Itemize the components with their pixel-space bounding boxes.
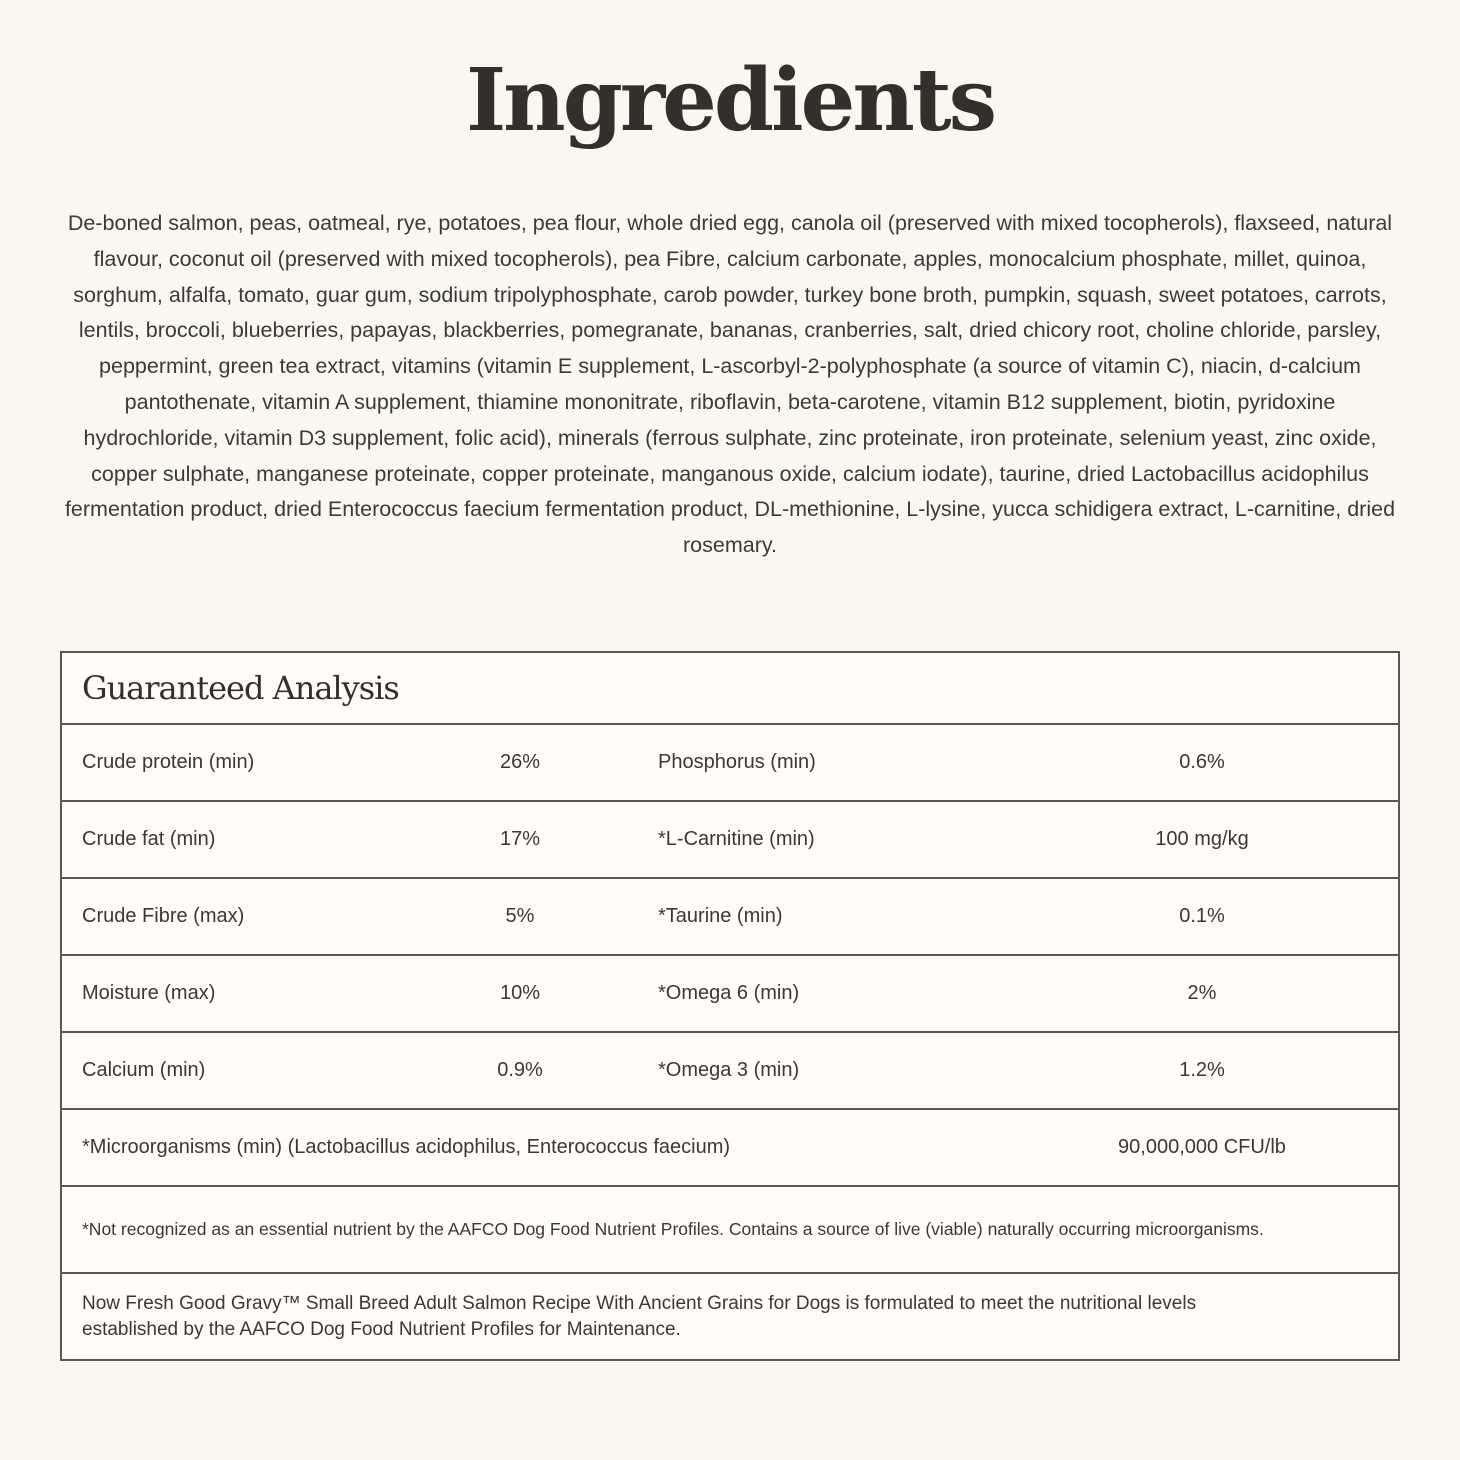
nutrient-value: 0.9% [497, 1059, 543, 1081]
ingredients-list: De-boned salmon, peas, oatmeal, rye, potatoes, pea flour, whole dried egg, canola oil (preserved with mixed tocopherols), flaxseed, natural flavour, coconut oil (preserved with mixed tocopherols), pea Fibre, calcium carbonate, apples, monocalcium phosphate, millet, quinoa, sorghum, alfalfa, tomato, guar gum, sodium tripolyphosphate, carob powder, turkey bone broth, pumpkin, squash, sweet potatoes, carrots, lentils, broccoli, blueberries, papayas, blackberries, pomegranate, bananas, cranberries, salt, dried chicory root, choline chloride, parsley, peppermint, green tea extract, vitamins (vitamin E supplement, L-ascorbyl-2-polyphosphate (a source of vitamin C), niacin, d-calcium pantothenate, vitamin A supplement, thiamine mononitrate, riboflavin, beta-carotene, vitamin B12 supplement, biotin, pyridoxine hydrochloride, vitamin D3 supplement, folic acid), minerals (ferrous sulphate, zinc proteinate, iron proteinate, selenium yeast, zinc oxide, copper sulphate, manganese proteinate, copper proteinate, manganous oxide, calcium iodate), taurine, dried Lactobacillus acidophilus fermentation product, dried Enterococcus faecium fermentation product, DL-methionine, L-lysine, yucca schidigera extract, L-carnitine, dried rosemary. [64, 211, 1396, 558]
nutrient-label: *Omega 3 (min) [658, 1059, 800, 1081]
nutrient-label: Crude Fibre (max) [82, 905, 245, 927]
nutrient-value: 26% [499, 751, 541, 773]
table-row [62, 802, 1398, 879]
nutrient-value: 100 mg/kg [1155, 828, 1249, 850]
footnote [62, 1187, 1398, 1274]
nutrient-label: Moisture (max) [82, 982, 216, 1004]
nutrient-value: 0.6% [1179, 751, 1225, 773]
nutrient-label: *Microorganisms (min) (Lactobacillus acidophilus, Enterococcus faecium) [82, 1136, 731, 1158]
nutrient-label: Crude protein (min) [82, 751, 255, 773]
table-row-microorganisms [62, 1110, 1398, 1187]
nutrient-label: *L-Carnitine (min) [658, 828, 815, 850]
aafco-statement-text: Now Fresh Good Gravy™ Small Breed Adult Salmon Recipe With Ancient Grains for Dogs is formulated to meet the nutritional levels established by the AAFCO Dog Food Nutrient Profiles for Maintenance. [82, 1292, 1197, 1340]
nutrient-value: 2% [1187, 982, 1217, 1004]
nutrient-value: 10% [499, 982, 541, 1004]
table-row [62, 1033, 1398, 1110]
nutrient-label: Phosphorus (min) [658, 751, 816, 773]
nutrient-value: 5% [505, 905, 535, 927]
nutrient-label: *Omega 6 (min) [658, 982, 800, 1004]
page-title: Ingredients [465, 50, 995, 151]
nutrient-value: 90,000,000 CFU/lb [1118, 1136, 1286, 1158]
table-row [62, 725, 1398, 802]
nutrient-value: 1.2% [1179, 1059, 1225, 1081]
table-row [62, 879, 1398, 956]
nutrient-value: 0.1% [1179, 905, 1225, 927]
aafco-statement [62, 1274, 1398, 1359]
table-row [62, 956, 1398, 1033]
nutrient-value: 17% [499, 828, 541, 850]
nutrient-label: *Taurine (min) [658, 905, 783, 927]
guaranteed-analysis-table [60, 651, 1400, 1361]
analysis-heading: Guaranteed Analysis [62, 653, 1398, 725]
footnote-text: *Not recognized as an essential nutrient by the AAFCO Dog Food Nutrient Profiles. Contains a source of live (viable) naturally occurring microorganisms. [82, 1219, 1264, 1239]
nutrient-label: Crude fat (min) [82, 828, 216, 850]
nutrient-label: Calcium (min) [82, 1059, 206, 1081]
